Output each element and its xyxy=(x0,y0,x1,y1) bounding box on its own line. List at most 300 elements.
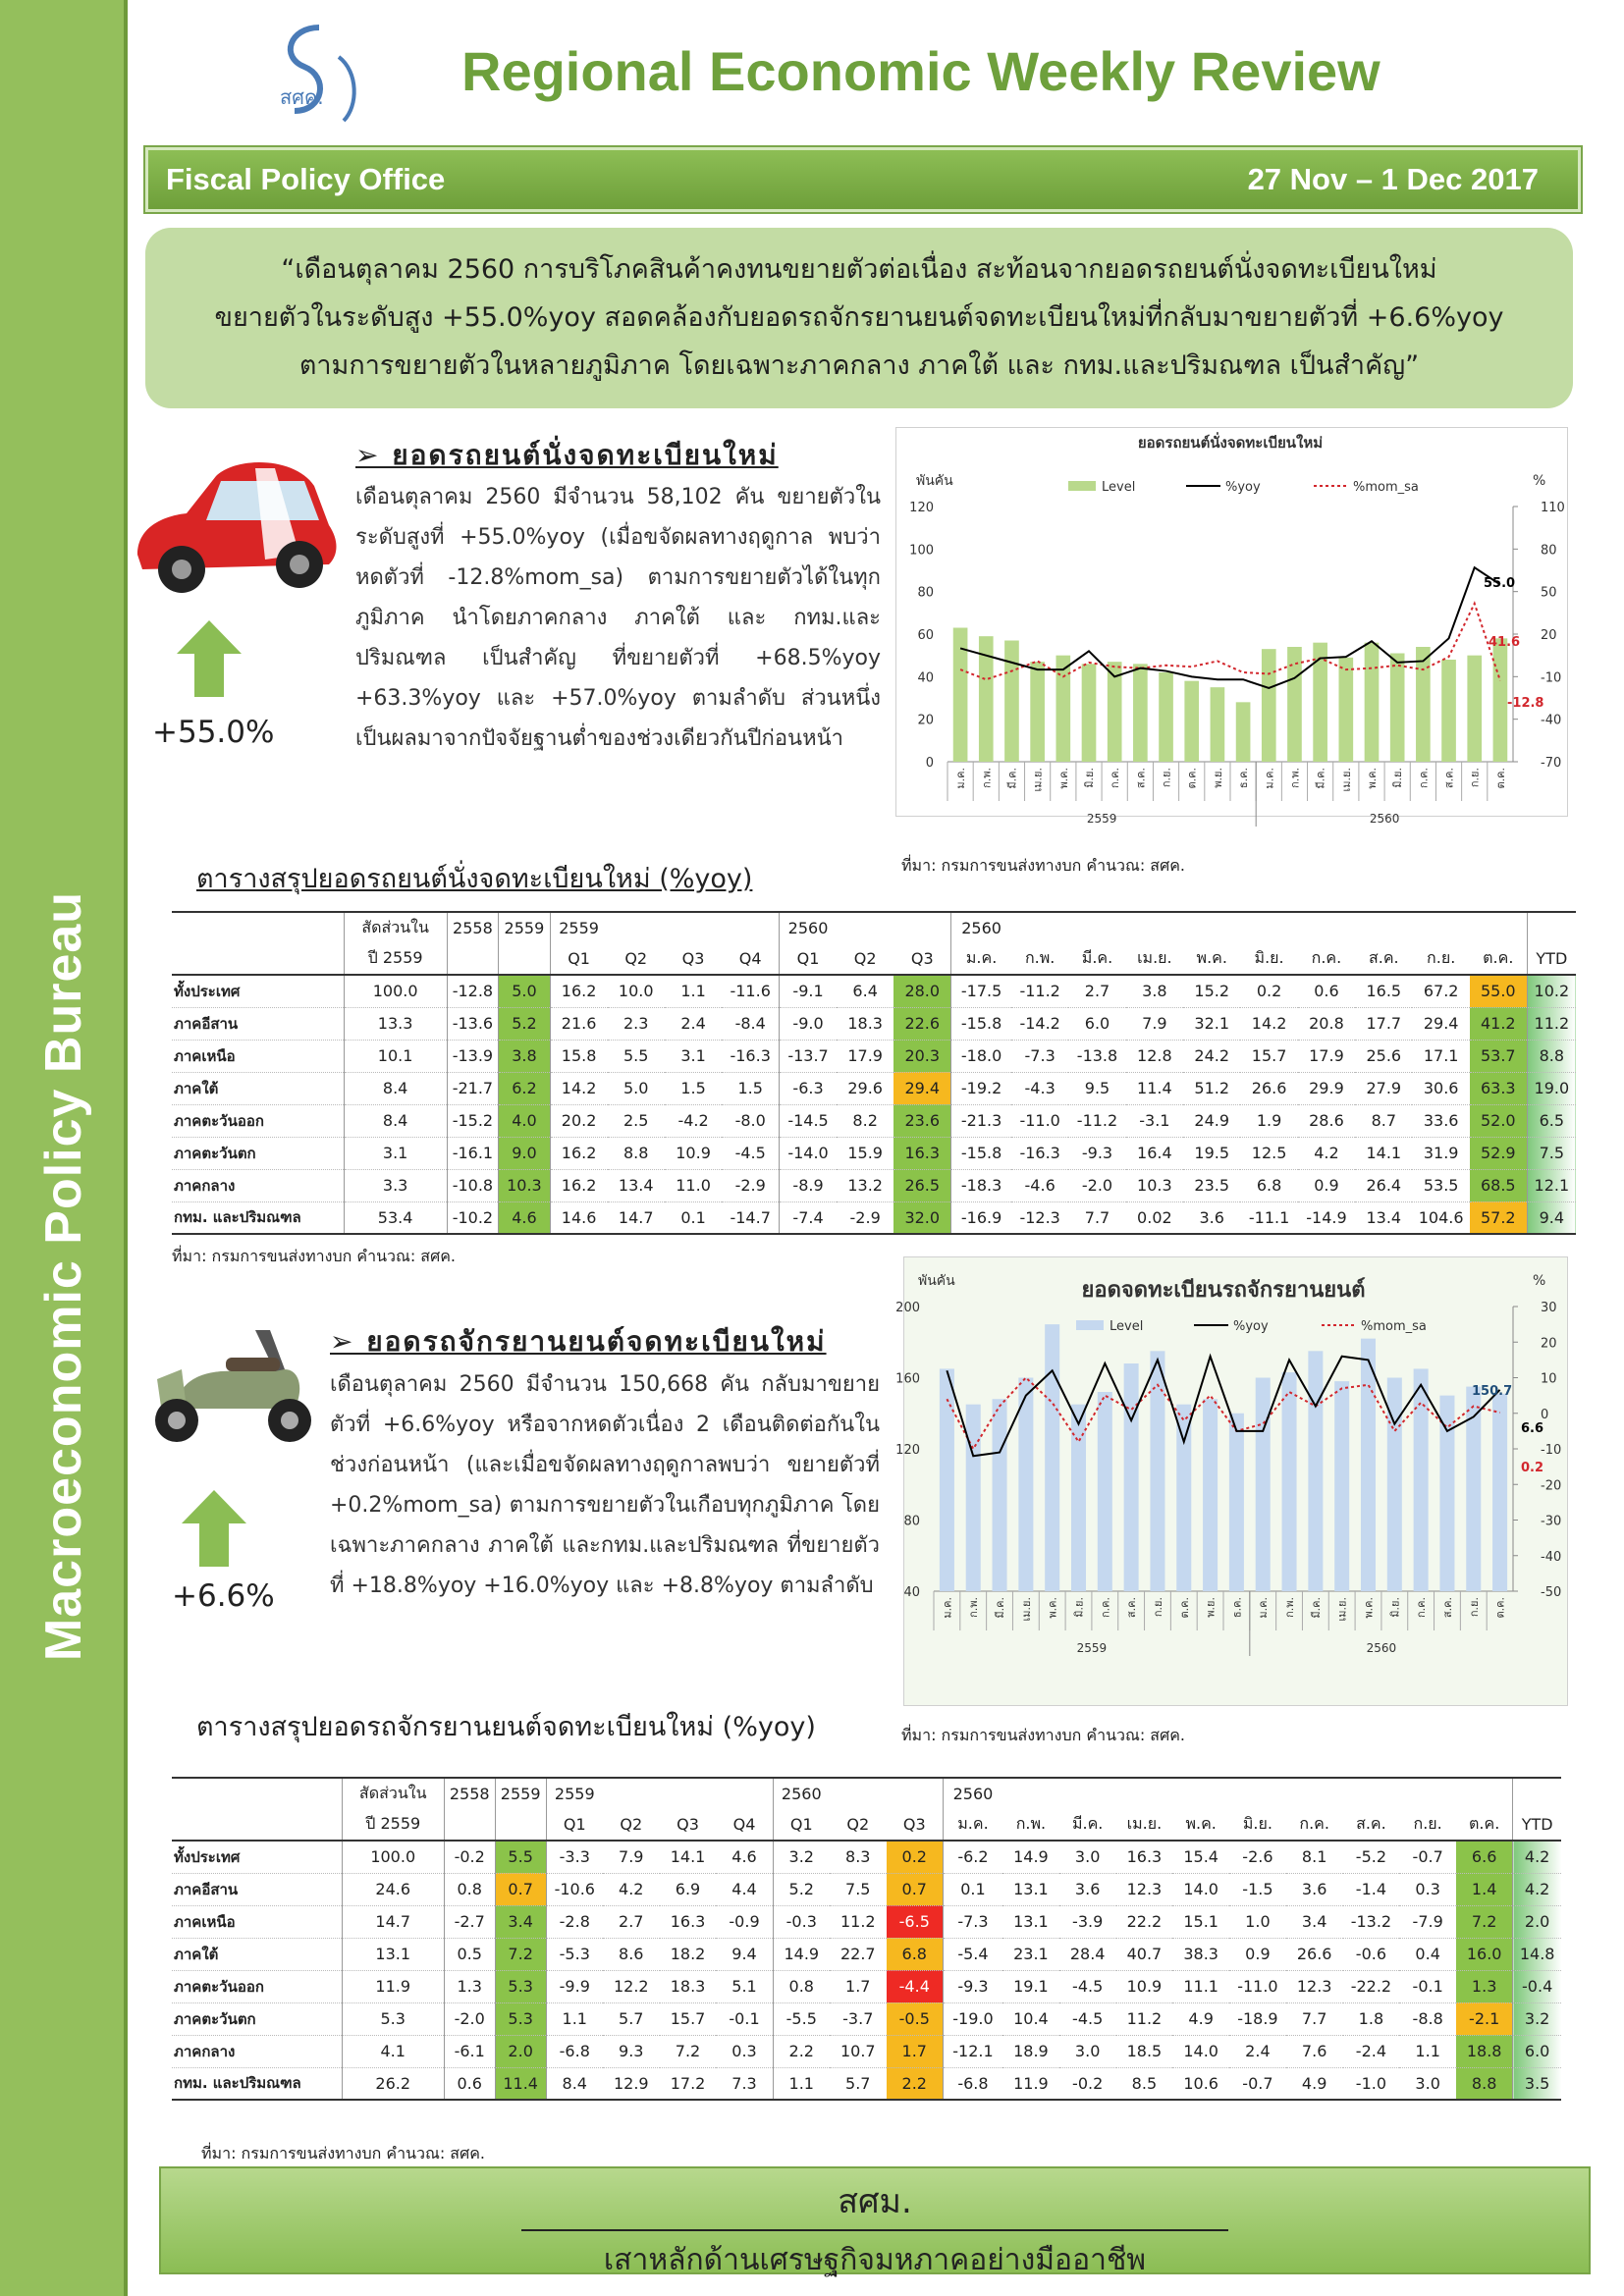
table-cell: 13.1 xyxy=(342,1938,444,1970)
table-cell: 26.6 xyxy=(1286,1938,1343,1970)
table-cell: -5.5 xyxy=(773,2002,830,2035)
y2-tick-label: 0 xyxy=(1541,1407,1549,1422)
table-head-15 xyxy=(1229,1778,1286,1809)
table-head-10: 2560 xyxy=(943,1778,1002,1809)
table-cell: 18.5 xyxy=(1116,2035,1173,2067)
table-subhead-6: Q4 xyxy=(716,1809,773,1841)
table-cell: 15.7 xyxy=(1240,1040,1297,1072)
table-cell: -0.7 xyxy=(1399,1841,1456,1873)
table-cell: -3.1 xyxy=(1126,1104,1183,1137)
y2-tick-label: 50 xyxy=(1541,585,1557,601)
table-cell: 67.2 xyxy=(1412,975,1469,1007)
table-cell: -9.3 xyxy=(1068,1137,1125,1169)
table-cell: 6.8 xyxy=(1240,1169,1297,1201)
table-cell: 53.4 xyxy=(344,1201,447,1234)
row-name: ภาคอีสาน xyxy=(172,1873,342,1905)
table-cell: 9.0 xyxy=(499,1137,551,1169)
table-head-8 xyxy=(837,912,893,943)
footer-divider xyxy=(521,2229,1228,2231)
table-cell: 11.2 xyxy=(1116,2002,1173,2035)
table-cell: -7.9 xyxy=(1399,1905,1456,1938)
table-cell: 5.2 xyxy=(499,1007,551,1040)
moto-section-text: เดือนตุลาคม 2560 มีจำนวน 150,668 คัน กลับมาขยายตัวที่ +6.6%yoy หรือจากหดตัวเนื่อง 2 เดือนติดต่อกันในช่วงก่อนหน้า (และเมื่อขจัดผลทางฤดูกาลพบว่า ขยายตัวที่ +0.2%mom_sa) ตามการขยายตัวในเกือบทุกภูมิภาค โดยเฉพาะภาคกลาง ภาคใต้ และกทม.และปริมณฑล ที่ขยายตัวที่ +18.8%yoy +16.0%yoy และ +8.8%yoy ตามลำดับ xyxy=(330,1372,880,1598)
table-cell: 19.1 xyxy=(1002,1970,1059,2002)
table-cell: 0.1 xyxy=(665,1201,722,1234)
table-cell: 57.2 xyxy=(1470,1201,1527,1234)
table-cell: 8.4 xyxy=(546,2067,603,2100)
table-cell: -0.7 xyxy=(1229,2067,1286,2100)
bar-level xyxy=(1004,641,1019,763)
x-tick-label: พ.ค. xyxy=(1366,768,1379,789)
table-subhead-4: Q2 xyxy=(603,1809,660,1841)
table-cell: -15.8 xyxy=(951,1137,1011,1169)
table-cell: 28.6 xyxy=(1298,1104,1355,1137)
table-cell: 3.3 xyxy=(344,1169,447,1201)
table-cell: 38.3 xyxy=(1172,1938,1229,1970)
moto-table-title: ตารางสรุปยอดรถจักรยานยนต์จดทะเบียนใหม่ (%yoy) xyxy=(196,1712,816,1742)
table-cell: 2.3 xyxy=(608,1007,665,1040)
table-subhead-18: ก.ย. xyxy=(1399,1809,1456,1841)
table-cell: 24.2 xyxy=(1183,1040,1240,1072)
table-cell: 7.2 xyxy=(1456,1905,1513,1938)
table-cell: 10.6 xyxy=(1172,2067,1229,2100)
y2-tick-label: -40 xyxy=(1541,713,1562,728)
table-cell: -2.7 xyxy=(444,1905,495,1938)
table-cell: -4.6 xyxy=(1011,1169,1068,1201)
table-cell: 2.4 xyxy=(1229,2035,1286,2067)
table-cell: -11.6 xyxy=(722,975,779,1007)
table-cell: 10.9 xyxy=(665,1137,722,1169)
y-tick-label: 80 xyxy=(917,585,934,601)
table-subhead-1 xyxy=(447,943,499,975)
x-tick-label: ก.ค. xyxy=(1415,1597,1429,1619)
table-cell: -2.6 xyxy=(1229,1841,1286,1873)
table-cell: 3.2 xyxy=(1513,2002,1561,2035)
table-cell: 9.5 xyxy=(1068,1072,1125,1104)
table-cell: 3.0 xyxy=(1059,2035,1116,2067)
table-head-10: 2560 xyxy=(951,912,1011,943)
table-cell: -12.8 xyxy=(447,975,499,1007)
row-name: ภาคใต้ xyxy=(172,1938,342,1970)
bar-level xyxy=(1098,1392,1112,1591)
table-cell: 26.5 xyxy=(893,1169,950,1201)
table-subhead-0: ปี 2559 xyxy=(344,943,447,975)
x-tick-label: เม.ย. xyxy=(1339,768,1353,792)
table-cell: -14.0 xyxy=(780,1137,837,1169)
year-label: 2559 xyxy=(1086,812,1117,826)
table-row xyxy=(172,2002,1561,2035)
table-cell: 4.4 xyxy=(716,1873,773,1905)
table-cell: 8.8 xyxy=(1527,1040,1576,1072)
fpo-logo xyxy=(250,18,388,135)
data-label: 41.6 xyxy=(1489,635,1521,650)
quote-line-2: ขยายตัวในระดับสูง +55.0%yoy สอดคล้องกับยอดรถจักรยานยนต์จดทะเบียนใหม่ที่กลับมาขยายตัวที่ +6.6%yoy xyxy=(214,302,1504,333)
table-subhead-13: เม.ย. xyxy=(1126,943,1183,975)
table-cell: -21.7 xyxy=(447,1072,499,1104)
table-cell: 16.2 xyxy=(550,1169,607,1201)
table-subhead-10: ม.ค. xyxy=(943,1809,1002,1841)
x-tick-label: ก.พ. xyxy=(967,1597,981,1618)
table-row xyxy=(172,2067,1561,2100)
table-head-18 xyxy=(1412,912,1469,943)
table-cell: 0.3 xyxy=(1399,1873,1456,1905)
moto-growth-value: +6.6% xyxy=(172,1578,275,1614)
table-cell: 14.8 xyxy=(1513,1938,1561,1970)
table-row xyxy=(172,1072,1576,1104)
table-cell: 11.2 xyxy=(1527,1007,1576,1040)
table-head-12 xyxy=(1068,912,1125,943)
bar-level xyxy=(1390,654,1405,763)
bar-level xyxy=(1441,660,1456,762)
year-label: 2559 xyxy=(1076,1641,1108,1655)
table-subhead-1 xyxy=(444,1809,495,1841)
table-cell: 53.7 xyxy=(1470,1040,1527,1072)
x-tick-label: ต.ค. xyxy=(1177,1597,1191,1619)
x-tick-label: ส.ค. xyxy=(1134,768,1148,789)
y-tick-label: 100 xyxy=(909,543,934,559)
table-head-19 xyxy=(1456,1778,1513,1809)
bar-level xyxy=(1124,1363,1139,1591)
sidebar-label: Macroeconomic Policy Bureau xyxy=(35,890,92,1662)
x-tick-label: มิ.ย. xyxy=(1388,1597,1402,1618)
y2-tick-label: 10 xyxy=(1541,1371,1557,1387)
y-tick-label: 120 xyxy=(909,501,934,515)
table-head-7: 2560 xyxy=(780,912,837,943)
table-cell: -21.3 xyxy=(951,1104,1011,1137)
table-cell: 12.1 xyxy=(1527,1169,1576,1201)
table-cell: 16.0 xyxy=(1456,1938,1513,1970)
bar-level xyxy=(1256,1378,1271,1592)
bar-level xyxy=(1493,638,1508,762)
table-cell: 1.1 xyxy=(665,975,722,1007)
table-row xyxy=(172,2035,1561,2067)
table-cell: 1.3 xyxy=(1456,1970,1513,2002)
x-tick-label: ก.พ. xyxy=(1283,1597,1297,1618)
table-cell: 17.9 xyxy=(1298,1040,1355,1072)
table-head-6 xyxy=(716,1778,773,1809)
table-cell: 29.9 xyxy=(1298,1072,1355,1104)
bar-level xyxy=(953,628,968,763)
x-tick-label: มิ.ย. xyxy=(1072,1597,1086,1618)
date-range: 27 Nov – 1 Dec 2017 xyxy=(1247,162,1539,196)
table-head-14 xyxy=(1183,912,1240,943)
table-cell: -4.4 xyxy=(887,1970,944,2002)
row-name: ภาคกลาง xyxy=(172,1169,344,1201)
y2-tick-label: -30 xyxy=(1541,1514,1562,1529)
bar-level xyxy=(1203,1399,1218,1591)
table-cell: 7.7 xyxy=(1286,2002,1343,2035)
table-cell: 9.3 xyxy=(603,2035,660,2067)
table-subhead-14: พ.ค. xyxy=(1183,943,1240,975)
table-row xyxy=(172,975,1576,1007)
x-tick-label: มี.ค. xyxy=(994,1597,1007,1619)
table-cell: -11.0 xyxy=(1229,1970,1286,2002)
table-subhead-8: Q2 xyxy=(837,943,893,975)
table-subhead-16: ก.ค. xyxy=(1286,1809,1343,1841)
table-cell: 7.5 xyxy=(1527,1137,1576,1169)
table-cell: -11.1 xyxy=(1240,1201,1297,1234)
bar-level xyxy=(1365,643,1380,762)
table-cell: 24.9 xyxy=(1183,1104,1240,1137)
table-subhead-11: ก.พ. xyxy=(1002,1809,1059,1841)
table-cell: 22.2 xyxy=(1116,1905,1173,1938)
bar-level xyxy=(1308,1351,1323,1591)
table-cell: -13.7 xyxy=(780,1040,837,1072)
y-tick-label: 160 xyxy=(895,1371,920,1387)
table-cell: 8.4 xyxy=(344,1072,447,1104)
table-cell: -0.2 xyxy=(1059,2067,1116,2100)
table-cell: 6.9 xyxy=(660,1873,717,1905)
table-cell: 13.4 xyxy=(1355,1201,1412,1234)
table-cell: 22.7 xyxy=(830,1938,887,1970)
table-cell: -9.3 xyxy=(943,1970,1002,2002)
table-cell: 29.6 xyxy=(837,1072,893,1104)
table-cell: 1.5 xyxy=(665,1072,722,1104)
table-subhead-9: Q3 xyxy=(887,1809,944,1841)
bar-level xyxy=(1176,1405,1191,1591)
table-cell: 0.9 xyxy=(1298,1169,1355,1201)
table-cell: 7.3 xyxy=(716,2067,773,2100)
y-tick-label: 40 xyxy=(903,1585,920,1600)
table-cell: 19.5 xyxy=(1183,1137,1240,1169)
table-cell: 40.7 xyxy=(1116,1938,1173,1970)
x-tick-label: ส.ค. xyxy=(1442,768,1456,789)
table-cell: -7.4 xyxy=(780,1201,837,1234)
table-cell: -19.0 xyxy=(943,2002,1002,2035)
data-label: 150.7 xyxy=(1472,1384,1513,1399)
table-cell: 20.3 xyxy=(893,1040,950,1072)
row-name: ภาคกลาง xyxy=(172,2035,342,2067)
table-cell: -11.2 xyxy=(1011,975,1068,1007)
table-cell: 7.9 xyxy=(1126,1007,1183,1040)
table-cell: 18.2 xyxy=(660,1938,717,1970)
x-tick-label: ก.ย. xyxy=(1467,1597,1481,1618)
row-name: ภาคตะวันออก xyxy=(172,1104,344,1137)
table-cell: 1.3 xyxy=(444,1970,495,2002)
bar-level xyxy=(1018,1378,1033,1592)
table-subhead-6: Q4 xyxy=(722,943,779,975)
table-cell: -4.2 xyxy=(665,1104,722,1137)
table-cell: 29.4 xyxy=(1412,1007,1469,1040)
table-cell: -8.0 xyxy=(722,1104,779,1137)
x-tick-label: มิ.ย. xyxy=(1083,768,1096,788)
y-tick-label: 20 xyxy=(917,713,934,728)
table-cell: -5.4 xyxy=(943,1938,1002,1970)
table-cell: 10.4 xyxy=(1002,2002,1059,2035)
x-tick-label: พ.ย. xyxy=(1211,768,1224,788)
x-tick-label: พ.ค. xyxy=(1056,768,1070,789)
table-cell: 8.6 xyxy=(603,1938,660,1970)
table-head-4 xyxy=(608,912,665,943)
table-cell: 1.7 xyxy=(830,1970,887,2002)
office-name: Fiscal Policy Office xyxy=(166,162,446,196)
chart-title: ยอดจดทะเบียนรถจักรยานยนต์ xyxy=(1081,1278,1366,1303)
y-left-unit: พันคัน xyxy=(918,1273,955,1289)
table-cell: 4.2 xyxy=(603,1873,660,1905)
table-cell: 3.1 xyxy=(344,1137,447,1169)
table-cell: 7.2 xyxy=(495,1938,546,1970)
table-cell: 63.3 xyxy=(1470,1072,1527,1104)
table-cell: 14.2 xyxy=(1240,1007,1297,1040)
bar-level xyxy=(1492,1394,1507,1591)
bar-level xyxy=(1439,1396,1454,1591)
table-cell: 14.1 xyxy=(1355,1137,1412,1169)
table-cell: 32.1 xyxy=(1183,1007,1240,1040)
row-name: กทม. และปริมณฑล xyxy=(172,1201,344,1234)
table-cell: 3.6 xyxy=(1286,1873,1343,1905)
table-row xyxy=(172,1104,1576,1137)
table-cell: 10.7 xyxy=(830,2035,887,2067)
table-head-9 xyxy=(887,1778,944,1809)
table-cell: 23.5 xyxy=(1183,1169,1240,1201)
row-name: ภาคเหนือ xyxy=(172,1905,342,1938)
table-cell: -1.4 xyxy=(1343,1873,1400,1905)
year-label: 2560 xyxy=(1366,1641,1397,1655)
y2-tick-label: -50 xyxy=(1541,1585,1562,1600)
data-label: -12.8 xyxy=(1507,696,1544,711)
table-cell: 14.2 xyxy=(550,1072,607,1104)
legend-swatch-level xyxy=(1068,481,1096,491)
table-cell: 52.0 xyxy=(1470,1104,1527,1137)
table-cell: 28.0 xyxy=(893,975,950,1007)
table-cell: 5.5 xyxy=(495,1841,546,1873)
x-tick-label: ม.ค. xyxy=(1263,768,1276,789)
table-cell: 3.1 xyxy=(665,1040,722,1072)
highlight-quote xyxy=(145,228,1573,408)
data-label: 6.6 xyxy=(1521,1421,1544,1436)
table-subhead-7: Q1 xyxy=(773,1809,830,1841)
table-cell: 5.1 xyxy=(716,1970,773,2002)
table-cell: 15.8 xyxy=(550,1040,607,1072)
table-cell: -4.5 xyxy=(1059,1970,1116,2002)
table-cell: 10.3 xyxy=(1126,1169,1183,1201)
table-cell: 6.0 xyxy=(1068,1007,1125,1040)
table-head-13 xyxy=(1116,1778,1173,1809)
table-cell: 0.6 xyxy=(444,2067,495,2100)
bar-level xyxy=(1334,1381,1349,1591)
table-cell: -10.8 xyxy=(447,1169,499,1201)
bar-level xyxy=(1030,662,1045,762)
table-cell: 12.5 xyxy=(1240,1137,1297,1169)
table-cell: 24.6 xyxy=(342,1873,444,1905)
moto-section-title: ➢ ยอดรถจักรยานยนต์จดทะเบียนใหม่ xyxy=(330,1325,827,1358)
table-cell: -19.2 xyxy=(951,1072,1011,1104)
table-head-3: 2559 xyxy=(550,912,607,943)
table-subhead-3: Q1 xyxy=(550,943,607,975)
table-head-1: 2558 xyxy=(447,912,499,943)
table-cell: -0.1 xyxy=(716,2002,773,2035)
table-cell: 14.9 xyxy=(773,1938,830,1970)
table-cell: 0.4 xyxy=(1399,1938,1456,1970)
table-cell: 2.4 xyxy=(665,1007,722,1040)
table-cell: -6.2 xyxy=(943,1841,1002,1873)
table-cell: -7.3 xyxy=(1011,1040,1068,1072)
table-cell: 14.6 xyxy=(550,1201,607,1234)
table-cell: 1.1 xyxy=(1399,2035,1456,2067)
table-cell: -17.5 xyxy=(951,975,1011,1007)
table-subhead-3: Q1 xyxy=(546,1809,603,1841)
table-subhead-10: ม.ค. xyxy=(951,943,1011,975)
bar-level xyxy=(1236,702,1251,762)
table-cell: -0.3 xyxy=(773,1905,830,1938)
row-name: ภาคตะวันตก xyxy=(172,1137,344,1169)
table-cell: 19.0 xyxy=(1527,1072,1576,1104)
table-cell: 14.9 xyxy=(1002,1841,1059,1873)
table-head-7: 2560 xyxy=(773,1778,830,1809)
x-tick-label: มิ.ย. xyxy=(1391,768,1405,788)
table-cell: 53.5 xyxy=(1412,1169,1469,1201)
table-cell: 12.2 xyxy=(603,1970,660,2002)
row-name: ภาคอีสาน xyxy=(172,1007,344,1040)
bar-level xyxy=(1416,647,1431,762)
table-cell: 0.7 xyxy=(887,1873,944,1905)
table-cell: 1.7 xyxy=(887,2035,944,2067)
table-cell: 41.2 xyxy=(1470,1007,1527,1040)
table-cell: -0.9 xyxy=(716,1905,773,1938)
table-head-14 xyxy=(1172,1778,1229,1809)
table-cell: -2.9 xyxy=(722,1169,779,1201)
data-label: 55.0 xyxy=(1484,576,1516,591)
table-cell: 14.0 xyxy=(1172,1873,1229,1905)
table-row xyxy=(172,1007,1576,1040)
table-cell: -15.8 xyxy=(951,1007,1011,1040)
table-cell: -1.0 xyxy=(1343,2067,1400,2100)
row-name: ภาคเหนือ xyxy=(172,1040,344,1072)
table-cell: 13.2 xyxy=(837,1169,893,1201)
table-cell: 2.2 xyxy=(887,2067,944,2100)
table-cell: 1.0 xyxy=(1229,1905,1286,1938)
table-cell: 23.1 xyxy=(1002,1938,1059,1970)
table-cell: 0.2 xyxy=(887,1841,944,1873)
legend-level: Level xyxy=(1110,1319,1144,1334)
table-cell: 10.0 xyxy=(608,975,665,1007)
table-cell: 5.3 xyxy=(342,2002,444,2035)
bar-level xyxy=(1159,672,1173,762)
table-cell: -2.1 xyxy=(1456,2002,1513,2035)
x-tick-label: ต.ค. xyxy=(1185,768,1199,789)
table-head-9 xyxy=(893,912,950,943)
table-cell: 8.4 xyxy=(344,1104,447,1137)
table-cell: 12.3 xyxy=(1116,1873,1173,1905)
table-subhead-5: Q3 xyxy=(665,943,722,975)
legend-yoy: %yoy xyxy=(1233,1319,1269,1334)
table-head-16 xyxy=(1286,1778,1343,1809)
table-cell: 10.1 xyxy=(344,1040,447,1072)
quote-line-1: “เดือนตุลาคม 2560 การบริโภคสินค้าคงทนขยายตัวต่อเนื่อง สะท้อนจากยอดรถยนต์นั่งจดทะเบียนใหม่ xyxy=(281,254,1437,285)
bar-level xyxy=(1361,1339,1376,1591)
table-cell: 20.8 xyxy=(1298,1007,1355,1040)
y2-tick-label: -70 xyxy=(1541,756,1562,771)
table-cell: 0.5 xyxy=(444,1938,495,1970)
x-tick-label: ธ.ค. xyxy=(1237,768,1251,789)
table-subhead-13: เม.ย. xyxy=(1116,1809,1173,1841)
table-cell: 26.4 xyxy=(1355,1169,1412,1201)
table-head-19 xyxy=(1470,912,1527,943)
table-cell: 16.2 xyxy=(550,975,607,1007)
table-cell: 18.3 xyxy=(837,1007,893,1040)
table-cell: -4.5 xyxy=(1059,2002,1116,2035)
table-cell: 55.0 xyxy=(1470,975,1527,1007)
car-table-source: ที่มา: กรมการขนส่งทางบก คำนวณ: สศค. xyxy=(172,1247,457,1265)
chart-title: ยอดรถยนต์นั่งจดทะเบียนใหม่ xyxy=(1137,434,1324,452)
moto-up-arrow-icon xyxy=(185,1490,244,1567)
table-cell: 3.8 xyxy=(499,1040,551,1072)
table-cell: -16.3 xyxy=(1011,1137,1068,1169)
table-subhead-2 xyxy=(495,1809,546,1841)
table-cell: -15.2 xyxy=(447,1104,499,1137)
table-cell: -3.9 xyxy=(1059,1905,1116,1938)
table-head-15 xyxy=(1240,912,1297,943)
